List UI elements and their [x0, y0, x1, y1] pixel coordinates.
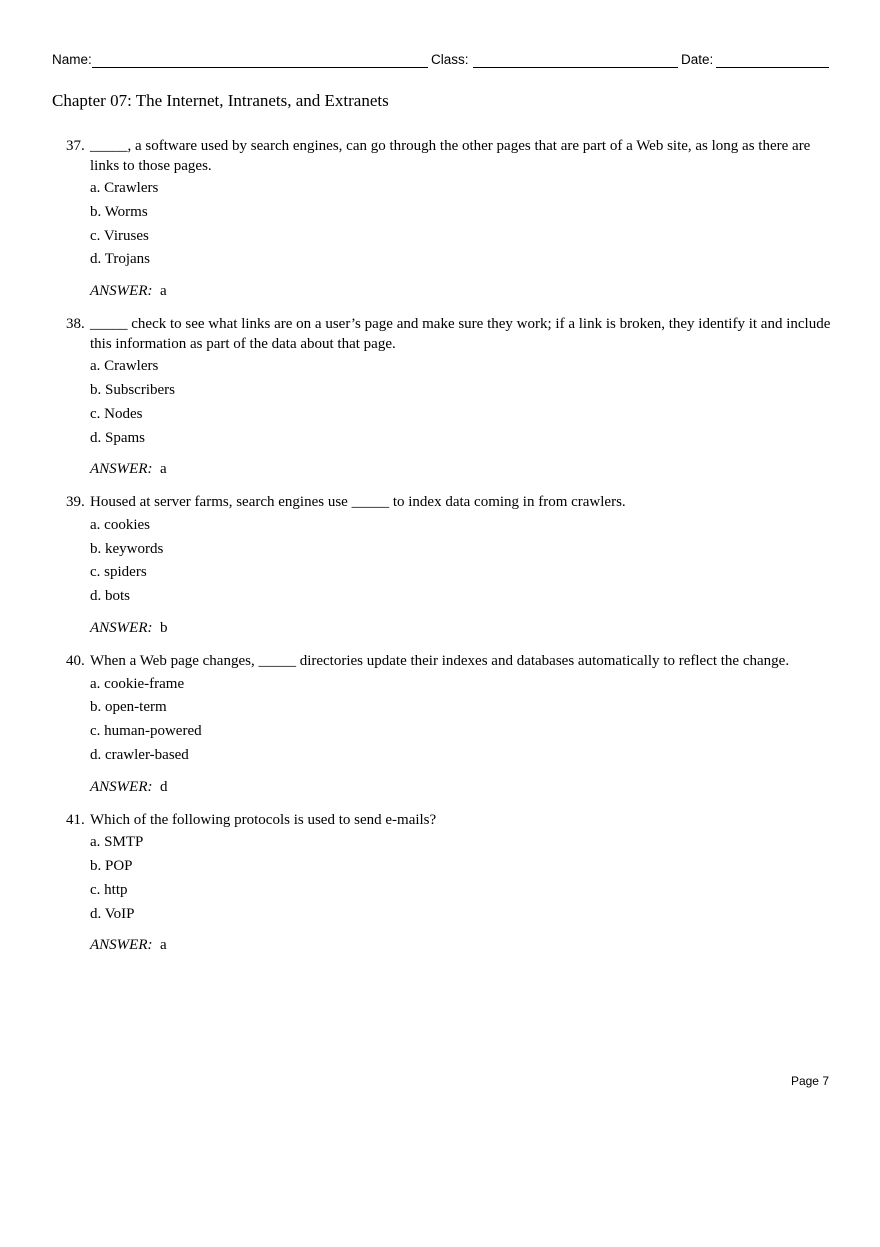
answer-line — [90, 935, 836, 956]
option-d: d. Trojans — [90, 251, 151, 268]
option-a: a. Crawlers — [90, 358, 159, 375]
date-blank-line — [716, 67, 829, 68]
answer-label: ANSWER: — [90, 620, 153, 637]
option-b: b. open-term — [90, 699, 167, 716]
answer-options — [90, 514, 836, 609]
option-c: c. spiders — [90, 564, 147, 581]
question-text: Housed at server farms, search engines use _____ to index data coming in from crawlers. — [90, 494, 626, 511]
answer-line — [90, 618, 836, 639]
date-label: Date: — [681, 52, 714, 67]
answer-line — [90, 281, 836, 302]
answer-options — [90, 177, 836, 272]
answer-label: ANSWER: — [90, 283, 153, 300]
question-text: _____ check to see what links are on a user’s page and make sure they work; if a link is broken, they identify it and include this information as part of the data about that page. — [90, 316, 831, 352]
student-info-header — [52, 50, 829, 70]
question-number: 41. — [66, 811, 85, 828]
class-label: Class: — [431, 52, 469, 67]
class-blank-line — [473, 67, 678, 68]
answer-value: a — [159, 461, 167, 478]
option-a: a. cookies — [90, 516, 150, 533]
question-number: 37. — [66, 138, 85, 154]
option-c: c. Viruses — [90, 227, 149, 244]
answer-value: d — [159, 778, 168, 795]
option-d: d. crawler-based — [90, 746, 189, 763]
answer-value: a — [159, 937, 167, 954]
question-number: 40. — [66, 653, 85, 670]
option-d: d. bots — [90, 588, 131, 605]
question-number: 38. — [66, 316, 85, 333]
name-label: Name: — [52, 52, 92, 67]
answer-label: ANSWER: — [90, 937, 153, 954]
question-37 — [66, 137, 836, 302]
option-b: b. keywords — [90, 540, 164, 557]
option-c: c. Nodes — [90, 405, 143, 422]
question-text: Which of the following protocols is used to send e-mails? — [90, 811, 437, 828]
answer-options — [90, 355, 836, 450]
option-b: b. POP — [90, 858, 133, 875]
question-40 — [66, 652, 836, 798]
page-number: Page 7 — [790, 1074, 829, 1088]
question-38 — [66, 315, 836, 480]
answer-line — [90, 459, 836, 480]
answer-line — [90, 777, 836, 798]
option-a: a. Crawlers — [90, 180, 159, 196]
option-a: a. cookie-frame — [90, 675, 185, 692]
question-list — [66, 137, 836, 956]
answer-label: ANSWER: — [90, 778, 153, 795]
question-number: 39. — [66, 494, 85, 511]
question-39 — [66, 493, 836, 639]
option-b: b. Worms — [90, 203, 148, 220]
question-text: When a Web page changes, _____ directories update their indexes and databases automatically to reflect the change. — [90, 653, 790, 670]
answer-options — [90, 831, 836, 926]
answer-value: a — [159, 283, 167, 300]
question-text: _____, a software used by search engines, can go through the other pages that are part of a Web site, as long as there are links to those pages. — [90, 138, 811, 174]
option-d: d. Spams — [90, 429, 146, 446]
name-blank-line — [92, 67, 428, 68]
option-c: c. http — [90, 881, 128, 898]
answer-options — [90, 673, 836, 768]
chapter-title: Chapter 07: The Internet, Intranets, and Extranets — [52, 91, 389, 110]
option-c: c. human-powered — [90, 723, 202, 740]
option-b: b. Subscribers — [90, 381, 175, 398]
answer-value: b — [159, 620, 168, 637]
question-41 — [66, 811, 836, 957]
answer-label: ANSWER: — [90, 461, 153, 478]
option-a: a. SMTP — [90, 834, 144, 851]
option-d: d. VoIP — [90, 905, 135, 922]
